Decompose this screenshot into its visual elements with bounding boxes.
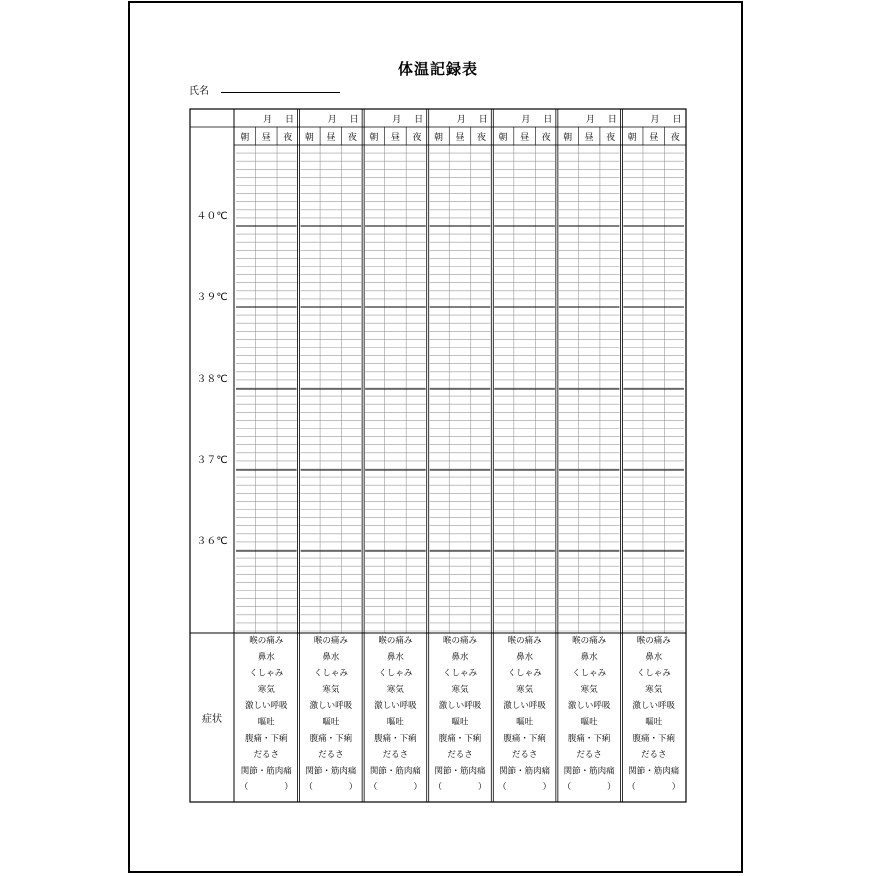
symptom-other-close: ） — [671, 782, 681, 793]
temperature-label: ４０℃ — [196, 211, 228, 222]
time-slot-label: 夜 — [477, 133, 487, 143]
symptom-item: 嘔吐 — [580, 717, 598, 728]
symptom-other-open: （ — [627, 782, 636, 793]
date-day-label: 日 — [543, 115, 553, 125]
temperature-label: ３９℃ — [196, 292, 228, 303]
symptom-item: 喉の痛み — [249, 636, 284, 646]
time-slot-label: 夜 — [412, 133, 422, 143]
symptom-other-close: ） — [478, 782, 487, 793]
symptom-item: 喉の痛み — [572, 636, 607, 646]
symptom-item: 激しい呼吸 — [374, 701, 417, 712]
date-month-label: 月 — [263, 115, 273, 125]
symptom-item: 鼻水 — [322, 652, 340, 663]
time-slot-label: 昼 — [584, 133, 594, 143]
time-slot-label: 昼 — [390, 133, 400, 143]
symptom-item: 鼻水 — [386, 652, 404, 663]
symptom-item: 激しい呼吸 — [309, 701, 353, 712]
symptom-item: だるさ — [318, 750, 344, 761]
date-month-label: 月 — [585, 115, 595, 125]
symptom-item: 喉の痛み — [313, 636, 348, 646]
temperature-label: ３６℃ — [196, 536, 228, 547]
symptom-item: 腹痛・下痢 — [309, 733, 353, 744]
symptom-other-open: （ — [498, 782, 507, 793]
time-slot-label: 朝 — [627, 133, 637, 143]
symptom-item: 鼻水 — [451, 652, 469, 663]
date-month-label: 月 — [392, 115, 402, 125]
symptom-item: 激しい呼吸 — [503, 701, 546, 712]
date-day-label: 日 — [349, 115, 359, 125]
name-label: 氏名 — [189, 86, 209, 97]
time-slot-label: 夜 — [541, 133, 551, 143]
symptom-item: くしゃみ — [313, 668, 348, 679]
date-month-label: 月 — [456, 115, 466, 125]
symptom-item: 喉の痛み — [442, 636, 478, 646]
date-day-label: 日 — [607, 115, 617, 125]
time-slot-label: 昼 — [261, 133, 271, 143]
symptom-item: 嘔吐 — [451, 717, 469, 728]
time-slot-label: 夜 — [606, 133, 616, 143]
symptom-item: 腹痛・下痢 — [503, 733, 546, 744]
symptoms-header: 症状 — [202, 714, 222, 725]
symptom-item: くしゃみ — [442, 668, 478, 679]
time-slot-label: 昼 — [455, 133, 465, 143]
symptom-item: 腹痛・下痢 — [245, 733, 288, 744]
symptom-item: 関節・筋肉痛 — [305, 766, 357, 777]
time-slot-label: 朝 — [498, 133, 508, 143]
symptom-item: 鼻水 — [645, 652, 663, 663]
table-outer-border — [190, 109, 686, 802]
time-slot-label: 朝 — [369, 133, 379, 143]
time-slot-label: 夜 — [283, 133, 293, 143]
temperature-label: ３７℃ — [196, 455, 228, 466]
symptom-other-open: （ — [433, 782, 442, 793]
symptom-item: 寒気 — [451, 684, 469, 695]
symptom-item: 腹痛・下痢 — [374, 733, 417, 744]
symptom-item: だるさ — [253, 750, 280, 761]
symptom-item: 激しい呼吸 — [567, 701, 611, 712]
symptom-other-open: （ — [239, 782, 249, 793]
symptom-item: 関節・筋肉痛 — [240, 766, 292, 777]
symptom-item: 関節・筋肉痛 — [499, 766, 551, 777]
symptom-other-close: ） — [348, 782, 358, 793]
symptom-other-close: ） — [413, 782, 422, 793]
symptom-item: 鼻水 — [516, 652, 534, 663]
date-month-label: 月 — [650, 115, 660, 125]
symptom-item: くしゃみ — [507, 668, 542, 679]
date-day-label: 日 — [285, 115, 295, 125]
date-day-label: 日 — [672, 115, 682, 125]
time-slot-label: 朝 — [240, 133, 250, 143]
symptom-item: 嘔吐 — [257, 717, 275, 728]
symptom-item: 鼻水 — [580, 652, 598, 663]
symptom-item: 嘔吐 — [516, 717, 534, 728]
temperature-label: ３８℃ — [196, 374, 228, 385]
time-slot-label: 夜 — [670, 133, 680, 143]
time-slot-label: 昼 — [326, 133, 336, 143]
symptom-item: くしゃみ — [636, 668, 671, 679]
symptom-item: だるさ — [447, 750, 473, 761]
symptom-item: 寒気 — [322, 684, 340, 695]
symptom-other-open: （ — [368, 782, 378, 793]
date-day-label: 日 — [478, 115, 488, 125]
symptom-item: 激しい呼吸 — [632, 701, 675, 712]
symptom-item: 喉の痛み — [378, 636, 413, 646]
symptom-item: 嘔吐 — [322, 717, 340, 728]
time-slot-label: 朝 — [563, 133, 573, 143]
time-slot-label: 朝 — [433, 133, 443, 143]
symptom-other-open: （ — [304, 782, 313, 793]
symptom-item: 寒気 — [257, 684, 275, 695]
symptom-other-close: ） — [607, 782, 616, 793]
symptom-item: 喉の痛み — [507, 636, 542, 646]
symptom-item: 腹痛・下痢 — [567, 733, 611, 744]
symptom-item: 激しい呼吸 — [245, 701, 288, 712]
symptom-item: くしゃみ — [249, 668, 284, 679]
page-title: 体温記録表 — [397, 60, 478, 78]
time-slot-label: 昼 — [649, 133, 659, 143]
symptom-item: だるさ — [511, 750, 538, 761]
symptom-item: くしゃみ — [378, 668, 413, 679]
time-slot-label: 昼 — [520, 133, 530, 143]
symptom-item: だるさ — [576, 750, 602, 761]
symptom-item: 腹痛・下痢 — [632, 733, 675, 744]
symptom-other-close: ） — [284, 782, 293, 793]
symptom-item: 激しい呼吸 — [438, 701, 482, 712]
time-slot-label: 夜 — [347, 133, 357, 143]
symptom-item: 関節・筋肉痛 — [434, 766, 486, 777]
symptom-item: 鼻水 — [257, 652, 275, 663]
date-month-label: 月 — [327, 115, 337, 125]
symptom-other-close: ） — [542, 782, 552, 793]
symptom-item: だるさ — [640, 750, 667, 761]
symptom-item: 関節・筋肉痛 — [628, 766, 680, 777]
symptom-item: 喉の痛み — [636, 636, 671, 646]
symptom-item: 寒気 — [580, 684, 598, 695]
symptom-other-open: （ — [562, 782, 572, 793]
symptom-item: だるさ — [382, 750, 409, 761]
symptom-item: 関節・筋肉痛 — [369, 766, 421, 777]
symptom-item: くしゃみ — [572, 668, 607, 679]
symptom-item: 嘔吐 — [645, 717, 663, 728]
symptom-item: 寒気 — [386, 684, 404, 695]
symptom-item: 寒気 — [516, 684, 534, 695]
time-slot-label: 朝 — [304, 133, 314, 143]
symptom-item: 寒気 — [645, 684, 663, 695]
symptom-item: 関節・筋肉痛 — [563, 766, 615, 777]
symptom-item: 腹痛・下痢 — [438, 733, 482, 744]
date-day-label: 日 — [414, 115, 424, 125]
date-month-label: 月 — [521, 115, 531, 125]
symptom-item: 嘔吐 — [386, 717, 404, 728]
